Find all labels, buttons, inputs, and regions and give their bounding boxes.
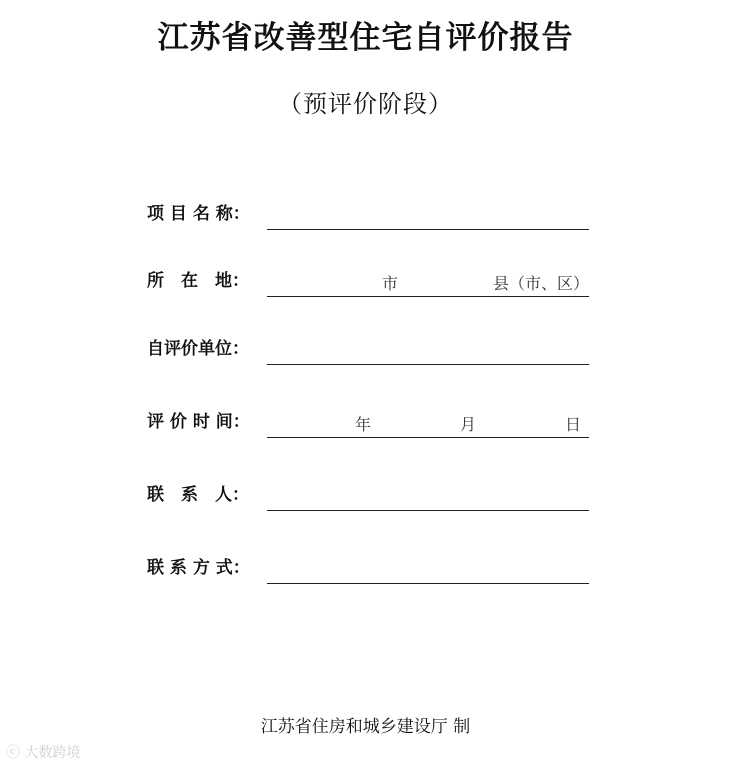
contact-method-label: 联 系 方 式：: [147, 558, 250, 578]
report-subtitle: （预评价阶段）: [278, 90, 453, 118]
contact-person-row: [147, 481, 592, 511]
location-county-unit: 县（市、区）: [492, 274, 589, 293]
date-row: [147, 408, 592, 438]
location-field[interactable]: [267, 272, 589, 297]
watermark-icon: ⓒ: [6, 745, 20, 761]
unit-row: [147, 335, 592, 365]
watermark-text: 大数跨境: [24, 745, 81, 761]
date-month-unit: 月: [460, 415, 477, 434]
report-title: 江苏省改善型住宅自评价报告: [157, 20, 574, 56]
project-name-label: 项 目 名 称：: [147, 204, 250, 224]
project-name-field[interactable]: [267, 205, 589, 230]
location-label: 所 在 地：: [147, 271, 249, 291]
date-day-unit: 日: [565, 415, 582, 434]
contact-method-row: [147, 554, 592, 584]
contact-method-field[interactable]: [267, 559, 589, 584]
issuer-footer: 江苏省住房和城乡建设厅 制: [260, 717, 471, 737]
watermark-logo: [6, 742, 80, 762]
date-label: 评 价 时 间：: [147, 412, 250, 432]
location-city-unit: 市: [382, 274, 399, 293]
contact-person-field[interactable]: [267, 486, 589, 511]
contact-person-label: 联 系 人：: [147, 485, 249, 505]
location-row: [147, 267, 592, 297]
date-field[interactable]: [267, 413, 589, 438]
project-name-row: [147, 200, 592, 230]
unit-field[interactable]: [267, 340, 589, 365]
unit-label: 自评价单位：: [147, 339, 249, 359]
date-year-unit: 年: [355, 415, 372, 434]
